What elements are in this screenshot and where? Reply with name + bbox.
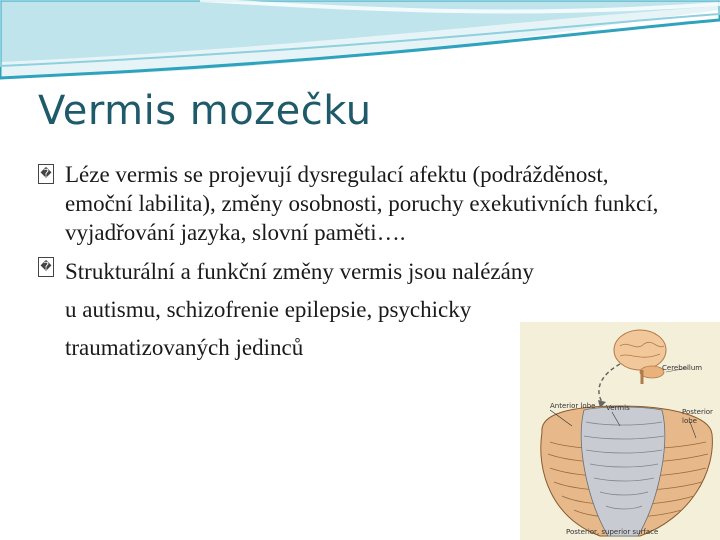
label-cerebellum: Cerebellum [662,364,703,372]
label-anterior-lobe: Anterior lobe [550,402,596,410]
label-caption: Posterior, superior surface [566,528,659,536]
cerebellum-illustration [520,322,720,540]
header-wave-decoration [0,0,720,90]
bullet-item [38,160,678,247]
label-vermis: Vermis [606,404,630,412]
bullet-marker-icon: � [38,257,54,277]
bullet-marker-icon: � [38,164,54,184]
slide-title: Vermis mozečku [38,88,372,134]
cerebellum-diagram [520,322,720,540]
bullet-text: Léze vermis se projevují dysregulací afektu (podrážděnost, emoční labilita), změny osobnosti, poruchy exekutivních funkcí, vyjadřování jazyka, slovní paměti…. [65,162,659,245]
bullet-text: Strukturální a funkční změny vermis jsou nalézány u autismu, schizofrenie epilepsie, psychicky traumatizovaných jedinců [65,259,534,360]
label-posterior-lobe: Posterior lobe [682,408,713,425]
